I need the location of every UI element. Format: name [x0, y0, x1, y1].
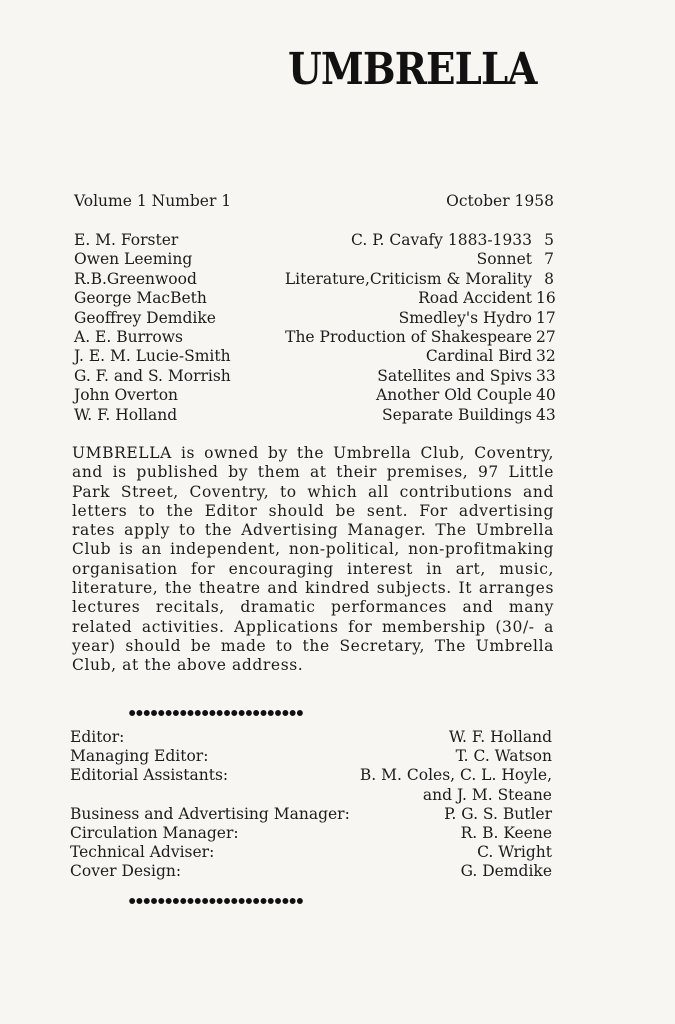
- staff-role: Cover Design:: [70, 862, 182, 881]
- contents-author: E. M. Forster: [74, 231, 179, 249]
- publisher-statement: UMBRELLA is owned by the Umbrella Club, Coventry, and is published by them at their premises, 97 Little Park Street, Coventry, to which all contributions and letters to the Editor should be sent. For advertising rates apply to the Advertising Manager. The Umbrella Club is an independent, non-political, non-profitmaking organisation for encouraging interest in art, music, literature, the theatre and kindred subjects. It arranges lectures recitals, dramatic performances and many related activities. Applications for membership (30/- a year) should be made to the Secretary, The Umbrella Club, at the above address.: [72, 444, 554, 675]
- staff-name: W. F. Holland: [448, 728, 552, 746]
- contents-page: 43: [536, 405, 556, 424]
- contents-page: 8: [544, 269, 554, 288]
- contents-row: [74, 309, 554, 328]
- staff-row: [70, 786, 552, 805]
- table-of-contents: [74, 231, 554, 425]
- staff-role: Technical Adviser:: [70, 843, 215, 862]
- ornament-divider-top: ꔷꔷꔷꔷꔷꔷꔷꔷꔷꔷꔷꔷꔷꔷꔷꔷꔷꔷꔷꔷꔷꔷꔷꔷ: [128, 704, 304, 724]
- staff-row: [70, 862, 552, 881]
- contents-page: 16: [536, 289, 556, 308]
- contents-title: Cardinal Bird: [425, 347, 532, 366]
- contents-title: Satellites and Spivs: [377, 366, 532, 385]
- contents-title: Smedley's Hydro: [398, 308, 532, 327]
- contents-page: 17: [536, 308, 556, 327]
- contents-author: W. F. Holland: [74, 405, 178, 424]
- staff-name: T. C. Watson: [455, 747, 552, 766]
- contents-row: [74, 289, 554, 308]
- contents-author: John Overton: [74, 386, 179, 405]
- contents-title: Separate Buildings: [382, 405, 532, 424]
- ornament-divider-bottom: ꔷꔷꔷꔷꔷꔷꔷꔷꔷꔷꔷꔷꔷꔷꔷꔷꔷꔷꔷꔷꔷꔷꔷꔷ: [128, 892, 304, 912]
- staff-row: [70, 843, 552, 862]
- staff-row: [70, 728, 552, 747]
- staff-name: and J. M. Steane: [422, 785, 552, 804]
- contents-title: Another Old Couple: [376, 386, 532, 405]
- contents-title: C. P. Cavafy 1883-1933: [351, 231, 532, 249]
- contents-row: [74, 270, 554, 289]
- issue-date: October 1958: [446, 192, 554, 210]
- contents-page: 32: [536, 347, 556, 366]
- contents-page: 27: [536, 327, 556, 346]
- contents-author: Geoffrey Demdike: [74, 308, 216, 327]
- magazine-title: UMBRELLA: [288, 44, 537, 95]
- contents-author: G. F. and S. Morrish: [74, 366, 231, 385]
- contents-row: [74, 250, 554, 269]
- staff-row: [70, 747, 552, 766]
- contents-author: R.B.Greenwood: [74, 269, 197, 288]
- staff-role: Editor:: [70, 728, 125, 746]
- staff-name: P. G. S. Butler: [444, 804, 552, 823]
- contents-title: Sonnet: [476, 250, 532, 269]
- contents-row: [74, 231, 554, 250]
- contents-title: Literature,Criticism & Morality: [284, 269, 532, 288]
- contents-row: [74, 347, 554, 366]
- staff-role: Editorial Assistants:: [70, 766, 229, 785]
- contents-row: [74, 386, 554, 405]
- staff-row: [70, 824, 552, 843]
- contents-author: J. E. M. Lucie-Smith: [74, 347, 231, 366]
- staff-role: Circulation Manager:: [70, 823, 239, 842]
- contents-page: 7: [544, 250, 554, 269]
- staff-name: R. B. Keene: [460, 823, 552, 842]
- staff-role: Managing Editor:: [70, 747, 209, 766]
- contents-title: The Production of Shakespeare: [285, 327, 532, 346]
- contents-author: George MacBeth: [74, 289, 207, 308]
- contents-page: 33: [536, 366, 556, 385]
- staff-row: [70, 766, 552, 785]
- contents-row: [74, 406, 554, 425]
- staff-role: Business and Advertising Manager:: [70, 804, 350, 823]
- contents-title: Road Accident: [418, 289, 532, 308]
- contents-page: 40: [536, 386, 556, 405]
- staff-row: [70, 805, 552, 824]
- staff-name: C. Wright: [477, 843, 552, 862]
- staff-list: [70, 728, 552, 882]
- contents-row: [74, 328, 554, 347]
- contents-author: A. E. Burrows: [74, 327, 183, 346]
- contents-author: Owen Leeming: [74, 250, 193, 269]
- issue-volume: Volume 1 Number 1: [74, 192, 232, 210]
- contents-page: 5: [544, 231, 554, 249]
- staff-name: B. M. Coles, C. L. Hoyle,: [359, 766, 552, 785]
- staff-name: G. Demdike: [460, 862, 552, 881]
- contents-row: [74, 367, 554, 386]
